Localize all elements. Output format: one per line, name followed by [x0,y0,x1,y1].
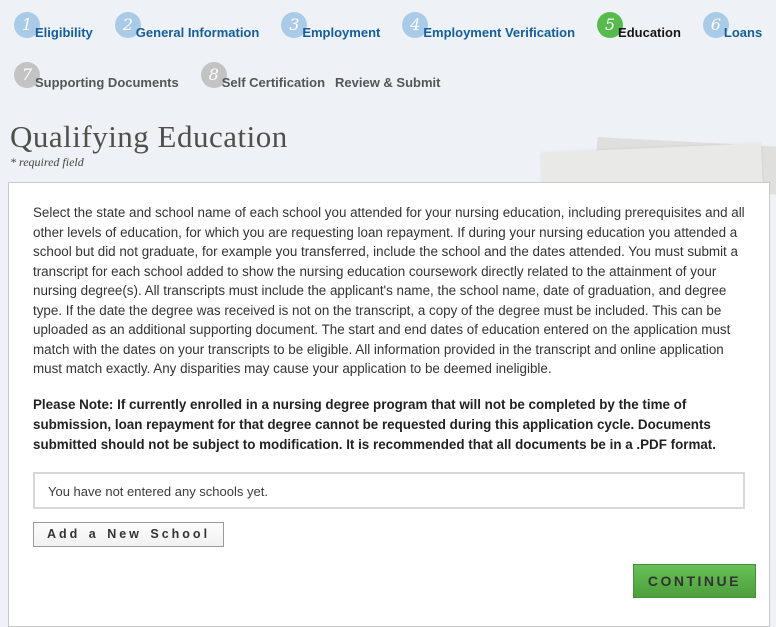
intro-paragraph: Select the state and school name of each school you attended for your nursing education, including prerequisites and all other levels of education, for which you are requesting loan repayment. If during your nursing education you attended a school but did not graduate, for example you transferred, include the school and the dates attended. You must submit a transcript for each school added to show the nursing education coursework directly related to the attainment of your nursing degree(s). All transcripts must include the applicant's name, the school name, date of graduation, and degree type. If the date the degree was received is not on the transcript, a copy of the degree must be included. This can be uploaded as an additional supporting document. The start and end dates of education entered on the application must match with the dates on your transcripts to be eligible. All information provided in the transcript and online application must match exactly. Any disparities may cause your application to be deemed ineligible. [33,205,745,376]
step-number-badge: 6 [703,12,729,38]
step-eligibility[interactable] [14,12,93,40]
add-school-button[interactable]: Add a New School [33,522,224,547]
step-employment[interactable] [281,12,380,40]
step-label: Self Certification [221,75,326,90]
please-note-paragraph: Please Note: If currently enrolled in a nursing degree program that will not be completed by the time of submission, loan repayment for that degree cannot be requested during this application cycle. Documents submitted should not be subject to modification. It is recommended that all documents be in a .PDF format. [33,396,716,452]
step-review-submit [335,62,441,90]
step-employment-verification[interactable] [402,12,575,40]
step-label: Education [618,25,681,40]
step-row-2 [14,62,776,94]
step-label: Supporting Documents [35,75,179,90]
step-self-certification [201,62,325,90]
step-label: Employment Verification [423,25,576,40]
schools-empty-message: You have not entered any schools yet. [33,472,745,509]
step-navigation [0,0,776,94]
continue-button[interactable]: CONTINUE [633,564,756,598]
page-header [10,120,776,170]
step-label: General Information [135,25,260,40]
step-number-badge: 7 [14,62,40,88]
step-number-badge: 2 [115,12,141,38]
step-label: Loans [723,25,763,40]
content-panel [8,182,770,627]
step-education[interactable] [597,12,681,40]
step-number-badge: 5 [597,12,623,38]
step-label: Review & Submit [335,75,441,90]
step-supporting-documents [14,62,179,90]
step-general-information[interactable] [115,12,260,40]
step-loans[interactable] [703,12,762,40]
required-field-note: * required field [10,155,84,169]
step-label: Eligibility [35,25,93,40]
step-number-badge: 1 [14,12,40,38]
step-row-1 [14,12,776,44]
step-number-badge: 3 [281,12,307,38]
page-title: Qualifying Education [10,119,288,154]
step-label: Employment [302,25,381,40]
step-number-badge: 4 [402,12,428,38]
step-number-badge: 8 [201,62,227,88]
